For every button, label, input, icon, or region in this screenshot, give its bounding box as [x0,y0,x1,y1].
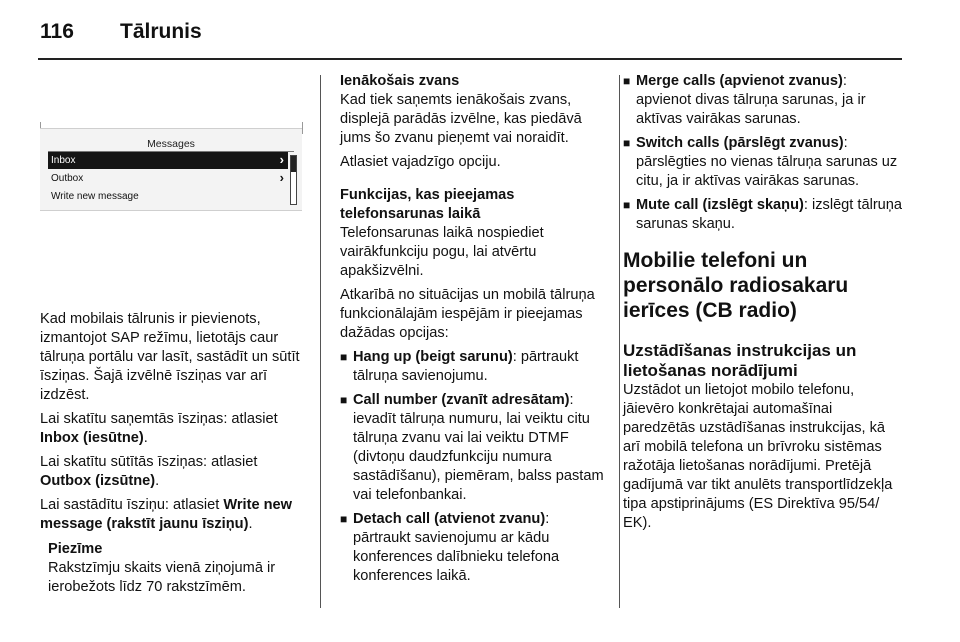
scrollbar-thumb[interactable] [291,156,296,172]
header-rule [38,58,902,60]
menu-item-label: Outbox [51,173,84,184]
column-divider [320,75,321,608]
messages-screen [40,128,302,211]
paragraph: Atlasiet vajadzīgo opciju. [340,154,501,170]
bullet-square-icon: ■ [623,74,631,88]
bullet-square-icon: ■ [623,198,631,212]
list-item: ■ Detach call (atvienot zvanu): pārtraukt savienojumu ar kādu konferences dalībnieku telefona konferences laikā. [340,511,560,584]
paragraph: Telefonsarunas laikā nospiediet vairākfunkciju pogu, lai atvērtu apakšizvēlni. [340,225,544,279]
column-left [40,72,308,597]
chevron-right-icon: › [279,152,284,167]
bullet-square-icon: ■ [340,393,348,407]
list-item: ■ Hang up (beigt sarunu): pārtraukt tālruņa savienojumu. [340,349,579,384]
note-text: Rakstzīmju skaits vienā ziņojumā ir ierobežots līdz 70 rakstzīmēm. [48,560,276,595]
column-right [623,72,905,538]
note-title: Piezīme [48,541,103,557]
scrollbar[interactable] [290,155,297,205]
column-middle [340,72,610,591]
menu-item-write-new-message[interactable] [48,188,288,205]
note [40,540,308,597]
paragraph: Lai skatītu saņemtās īsziņas: atlasiet Inbox (iesūtne). [40,411,278,446]
column-divider [619,75,620,608]
screen-title: Messages [147,138,195,150]
display-illustration [40,72,308,307]
page-number: 116 [40,20,74,43]
menu-item-outbox[interactable] [48,170,288,187]
page-title: Tālrunis [120,20,202,43]
chevron-right-icon: › [279,170,284,185]
paragraph: Kad mobilais tālrunis ir pievienots, izmantojot SAP režīmu, lietotājs caur tālruņa portālu var lasīt, sastādīt un sūtīt īsziņas. Šajā izvēlnē īsziņas var arī izdzēst. [40,311,300,403]
bullet-square-icon: ■ [623,136,631,150]
list-item: ■ Merge calls (apvienot zvanus): apvienot divas tālruņa sarunas, ja ir aktīvas vairākas sarunas. [623,73,866,127]
paragraph: Lai sastādītu īsziņu: atlasiet Write new message (rakstīt jaunu īsziņu). [40,497,293,532]
bullet-square-icon: ■ [340,512,348,526]
paragraph: Kad tiek saņemts ienākošais zvans, displejā parādās izvēlne, kas piedāvā jums šo zvanu pieņemt vai noraidīt. [340,92,582,146]
section-heading-incoming-call: Ienākošais zvans [340,73,460,89]
corner-mark [302,122,303,134]
page-header [40,20,202,48]
list-item: ■ Mute call (izslēgt skaņu): izslēgt tālruņa sarunas skaņu. [623,197,903,232]
list-item: ■ Call number (zvanīt adresātam): ievadīt tālruņa numuru, lai veiktu citu tālruņa zvanu vai lai veiktu DTMF (divtoņu daudzfunkciju numura sastādīšanu), piemēram, balss pastam vai telefonbankai. [340,392,604,503]
paragraph: Atkarībā no situācijas un mobilā tālruņa funkcionālajām iespējām ir pieejamas dažādas opcijas: [340,287,595,341]
paragraph: Lai skatītu sūtītās īsziņas: atlasiet Outbox (izsūtne). [40,454,258,489]
menu-item-label: Inbox [51,155,76,166]
menu-item-label: Write new message [51,191,139,202]
bullet-square-icon: ■ [340,350,348,364]
paragraph: Uzstādot un lietojot mobilo telefonu, jāievēro konkrētajai automašīnai paredzētās uzstādīšanas instrukcijas, kā arī mobilā telefona un brīvroku sistēmas ražotāja lietošanas norādījumi. Pretējā gadījumā var tikt anulēts transportlīdzekļa tipa apstiprinājums (ES Direktīva 95/54/ EK). [623,382,893,531]
section-heading-mobile-phones: Mobilie telefoni un personālo radiosakaru ierīces (CB radio) [623,249,849,322]
list-item: ■ Switch calls (pārslēgt zvanus): pārslēgties no vienas tālruņa sarunas uz citu, ja ir aktīvas vairākas sarunas. [623,135,898,189]
subsection-heading-installation: Uzstādīšanas instrukcijas un lietošanas norādījumi [623,341,857,380]
menu-item-inbox[interactable] [48,152,288,169]
section-heading-call-functions: Funkcijas, kas pieejamas telefonsarunas laikā [340,187,515,222]
